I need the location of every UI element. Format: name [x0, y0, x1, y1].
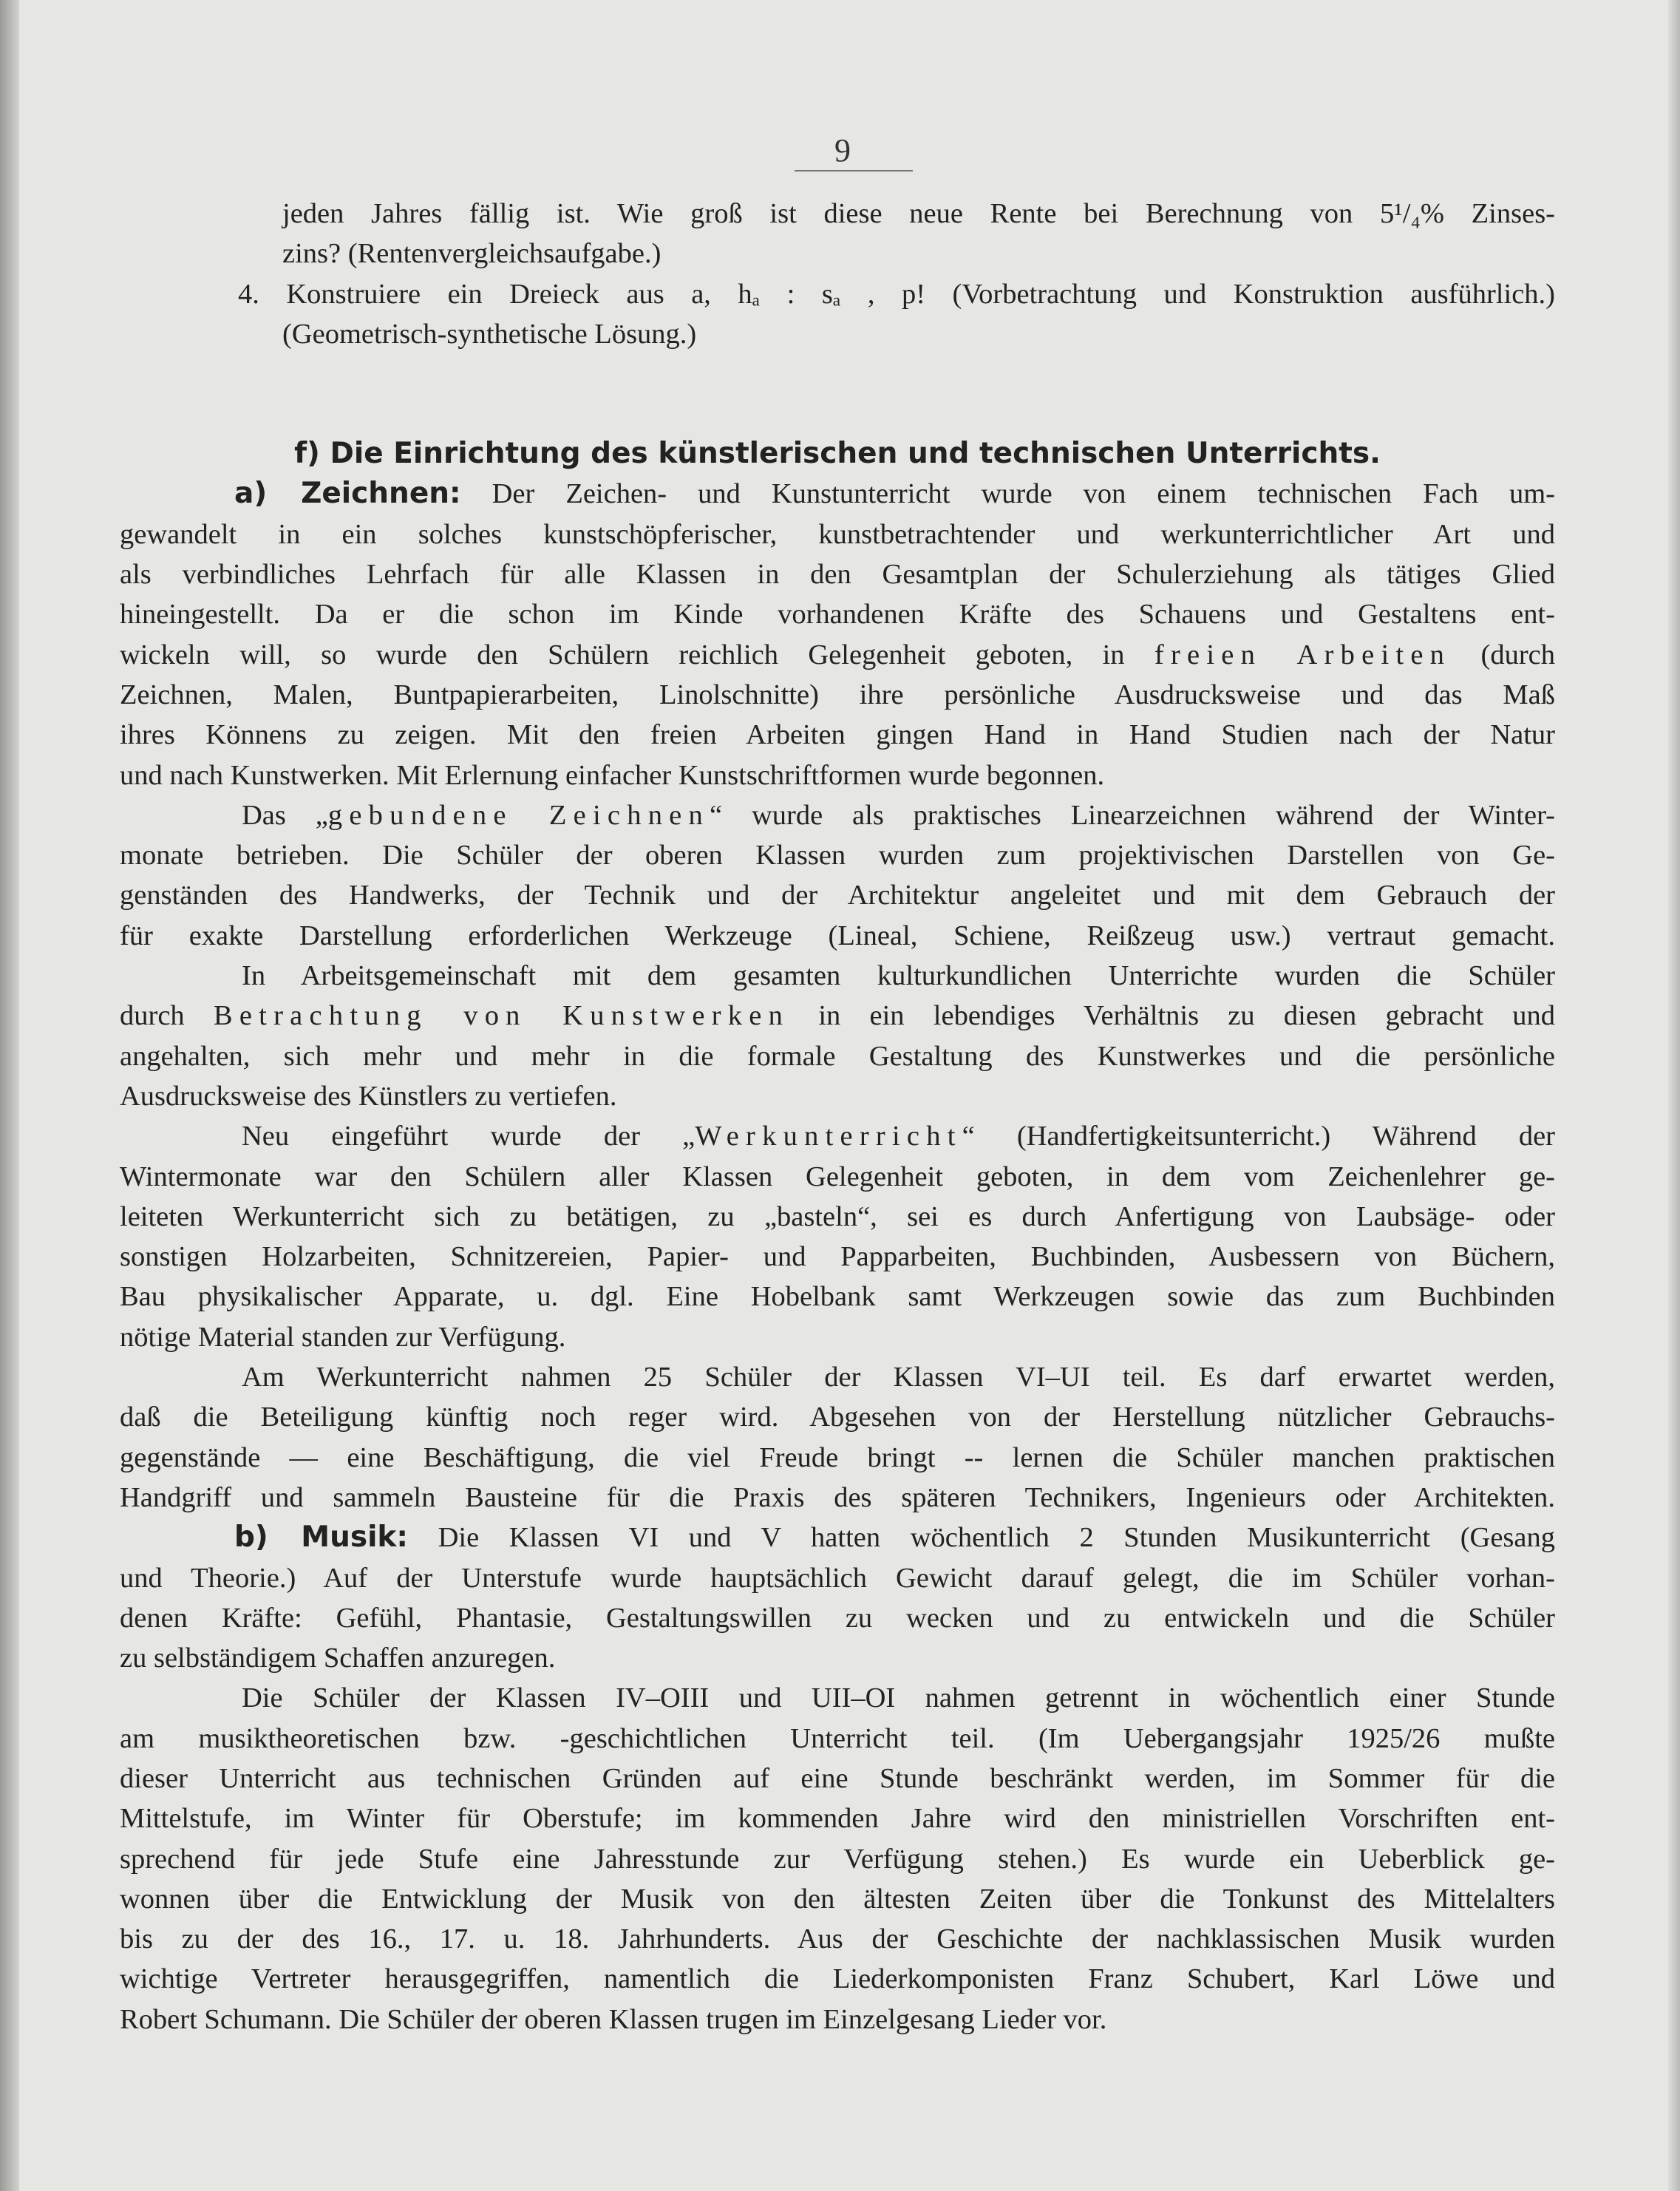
section-heading: f) Die Einrichtung des künstlerischen und technischen Unterrichts. — [294, 437, 1381, 471]
text-line: In Arbeitsgemeinschaft mit dem gesamten kulturkundlichen Unterrichte wurden die Schüler — [242, 960, 1555, 992]
text-line: denen Kräfte: Gefühl, Phantasie, Gestaltungswillen zu wecken und zu entwickeln und die Schüler — [120, 1602, 1555, 1634]
text-line: genständen des Handwerks, der Technik und der Architektur angeleitet und mit dem Gebrauch der — [120, 880, 1555, 911]
text-line: sonstigen Holzarbeiten, Schnitzereien, Papier- und Papparbeiten, Buchbinden, Ausbessern von Büchern, — [120, 1241, 1555, 1273]
text-line: und Theorie.) Auf der Unterstufe wurde hauptsächlich Gewicht darauf gelegt, die im Schüler vorhan- — [120, 1562, 1555, 1594]
text-line: zins? (Rentenvergleichsaufgabe.) — [282, 238, 662, 270]
subsection-lead-musik: b) Musik: — [234, 1521, 408, 1555]
text-line: 4. Konstruiere ein Dreieck aus a, hₐ : sₐ , p! (Vorbetrachtung und Konstruktion ausführlich.) — [238, 278, 1555, 310]
text-line: für exakte Darstellung erforderlichen Werkzeuge (Lineal, Schiene, Reißzeug usw.) vertraut gemacht. — [120, 920, 1555, 951]
text-line: Das „gebundene Zeichnen“ wurde als praktisches Linearzeichnen während der Winter- — [242, 799, 1555, 831]
text-line: ihres Könnens zu zeigen. Mit den freien Arbeiten gingen Hand in Hand Studien nach der Natur — [120, 719, 1555, 751]
page-number-rule — [795, 170, 913, 171]
text-line: Handgriff und sammeln Bausteine für die Praxis des späteren Technikers, Ingenieurs oder Architekten. — [120, 1481, 1555, 1513]
text-line: Die Schüler der Klassen IV–OIII und UII–OI nahmen getrennt in wöchentlich einer Stunde — [242, 1682, 1555, 1714]
text-line: und nach Kunstwerken. Mit Erlernung einfacher Kunstschriftformen wurde begonnen. — [120, 759, 1105, 791]
text-line: daß die Beteiligung künftig noch reger wird. Abgesehen von der Herstellung nützlicher Gebrauchs- — [120, 1402, 1555, 1433]
text-line: Wintermonate war den Schülern aller Klassen Gelegenheit geboten, in dem vom Zeichenlehrer ge- — [120, 1161, 1555, 1192]
text-line: Robert Schumann. Die Schüler der oberen Klassen trugen im Einzelgesang Lieder vor. — [120, 2003, 1107, 2035]
text-line: monate betrieben. Die Schüler der oberen Klassen wurden zum projektivischen Darstellen von Ge- — [120, 840, 1555, 872]
text-line: b) Musik: Die Klassen VI und V hatten wöchentlich 2 Stunden Musikunterricht (Gesang — [234, 1521, 1555, 1555]
text-line: wichtige Vertreter herausgegriffen, namentlich die Liederkomponisten Franz Schubert, Karl Löwe und — [120, 1963, 1555, 1995]
text-line: gegenstände — eine Beschäftigung, die viel Freude bringt -- lernen die Schüler manchen praktischen — [120, 1441, 1555, 1473]
text-line: durch Betrachtung von Kunstwerken in ein lebendiges Verhältnis zu diesen gebracht und — [120, 1000, 1555, 1032]
body-text — [120, 194, 1555, 2039]
text-line: bis zu der des 16., 17. u. 18. Jahrhunderts. Aus der Geschichte der nachklassischen Musik wurden — [120, 1923, 1555, 1955]
page-edge-left — [0, 0, 19, 2191]
text-line: Mittelstufe, im Winter für Oberstufe; im kommenden Jahre wird den ministriellen Vorschriften ent- — [120, 1803, 1555, 1835]
subsection-lead-zeichnen: a) Zeichnen: — [234, 477, 461, 511]
text-line: wickeln will, so wurde den Schülern reichlich Gelegenheit geboten, in freien Arbeiten (durch — [120, 639, 1555, 670]
text-line: (Geometrisch-synthetische Lösung.) — [282, 318, 697, 350]
text-line: a) Zeichnen: Der Zeichen- und Kunstunterricht wurde von einem technischen Fach um- — [234, 477, 1555, 511]
text-line: sprechend für jede Stufe eine Jahresstunde zur Verfügung stehen.) Es wurde ein Ueberblick ge- — [120, 1843, 1555, 1875]
text-line: Bau physikalischer Apparate, u. dgl. Eine Hobelbank samt Werkzeugen sowie das zum Buchbinden — [120, 1281, 1555, 1313]
text-line: gewandelt in ein solches kunstschöpferischer, kunstbetrachtender und werkunterrichtlicher Art und — [120, 518, 1555, 550]
text-line: hineingestellt. Da er die schon im Kinde vorhandenen Kräfte des Schauens und Gestaltens ent- — [120, 599, 1555, 631]
text-line: angehalten, sich mehr und mehr in die formale Gestaltung des Kunstwerkes und die persönliche — [120, 1040, 1555, 1072]
text-line: jeden Jahres fällig ist. Wie groß ist diese neue Rente bei Berechnung von 5¹/₄% Zinses- — [282, 198, 1555, 229]
text-line: Ausdrucksweise des Künstlers zu vertiefen. — [120, 1080, 617, 1112]
text-line: dieser Unterricht aus technischen Gründen auf eine Stunde beschränkt werden, im Sommer für die — [120, 1762, 1555, 1794]
text-line: als verbindliches Lehrfach für alle Klassen in den Gesamtplan der Schulerziehung als tätiges Glied — [120, 559, 1555, 591]
page-number: 9 — [834, 132, 851, 169]
text-line: nötige Material standen zur Verfügung. — [120, 1321, 566, 1353]
text-line: leiteten Werkunterricht sich zu betätigen, zu „basteln“, sei es durch Anfertigung von Laubsäge- oder — [120, 1200, 1555, 1232]
text-line: wonnen über die Entwicklung der Musik von den ältesten Zeiten über die Tonkunst des Mittelalters — [120, 1883, 1555, 1915]
text-line: Neu eingeführt wurde der „Werkunterricht“ (Handfertigkeitsunterricht.) Während der — [242, 1121, 1555, 1152]
page-edge-right — [1668, 0, 1680, 2191]
text-line: Am Werkunterricht nahmen 25 Schüler der Klassen VI–UI teil. Es darf erwartet werden, — [242, 1362, 1555, 1393]
text-line: am musiktheoretischen bzw. -geschichtlichen Unterricht teil. (Im Uebergangsjahr 1925/26 mußte — [120, 1722, 1555, 1754]
text-line: zu selbständigem Schaffen anzuregen. — [120, 1643, 556, 1674]
text-line: Zeichnen, Malen, Buntpapierarbeiten, Linolschnitte) ihre persönliche Ausdrucksweise und das Maß — [120, 679, 1555, 710]
